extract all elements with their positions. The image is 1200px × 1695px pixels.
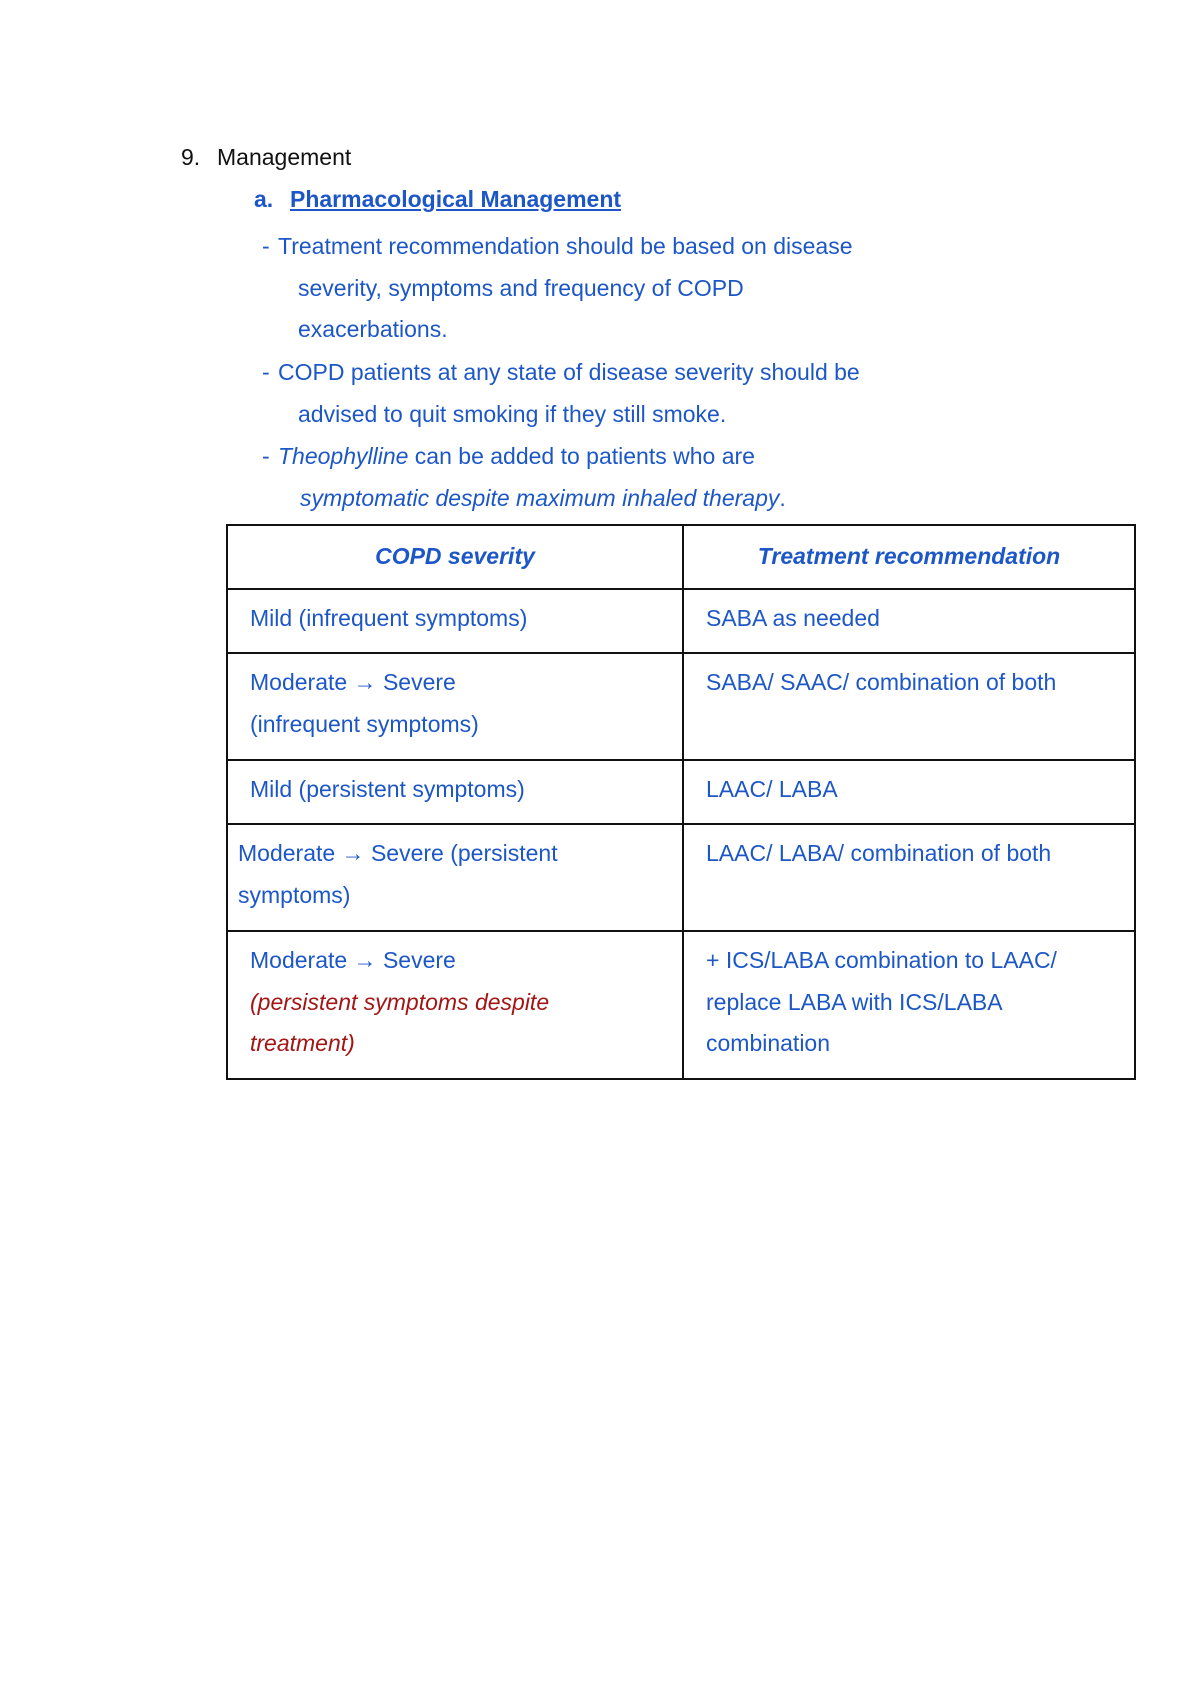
bullet-line: Treatment recommendation should be based on disease [278, 233, 853, 259]
bullet-dash: - [262, 233, 270, 259]
cell-text: replace LABA with ICS/LABA [706, 988, 1003, 1015]
bullet-line [278, 436, 962, 478]
subsection-heading [254, 186, 621, 213]
severity-cell [227, 931, 683, 1079]
subsection-letter: a. [254, 186, 274, 212]
treatment-cell [683, 760, 1135, 824]
bullet-italic-text: symptomatic despite maximum inhaled therapy [300, 484, 780, 511]
bullet-item [262, 226, 962, 351]
cell-text: SABA/ SAAC/ combination of both [706, 669, 1057, 695]
bullet-line: COPD patients at any state of disease severity should be [278, 359, 860, 385]
bullet-line: exacerbations. [298, 316, 448, 342]
treatment-cell [683, 931, 1135, 1079]
bullet-period: . [779, 484, 786, 511]
severity-note: treatment) [250, 1030, 355, 1056]
cell-text: (infrequent symptoms) [250, 710, 479, 737]
section-heading [181, 144, 351, 171]
table-row [227, 589, 1135, 653]
treatment-cell [683, 589, 1135, 653]
copd-treatment-table [226, 524, 1136, 1080]
bullet-item [262, 352, 962, 435]
cell-text: + ICS/LABA combination to LAAC/ [706, 947, 1057, 973]
severity-cell [227, 589, 683, 653]
section-number: 9. [181, 144, 201, 170]
bullet-dash: - [262, 443, 270, 469]
drug-name: Theophylline [278, 443, 409, 469]
severity-cell [227, 824, 683, 931]
table-row [227, 653, 1135, 760]
cell-text: combination [706, 1030, 831, 1056]
cell-text: Moderate → Severe [250, 669, 456, 695]
bullet-line: severity, symptoms and frequency of COPD [298, 274, 744, 301]
bullet-line [300, 478, 962, 520]
cell-text: LAAC/ LABA [706, 776, 838, 802]
cell-text: symptoms) [238, 881, 351, 908]
cell-text: Moderate → Severe [250, 947, 456, 973]
subsection-title: Pharmacological Management [290, 186, 622, 212]
bullet-text: can be added to patients who are [408, 443, 755, 469]
cell-text: Moderate → Severe (persistent [238, 840, 558, 866]
table-row [227, 824, 1135, 931]
treatment-cell [683, 653, 1135, 760]
severity-cell [227, 760, 683, 824]
severity-note: (persistent symptoms despite [250, 988, 550, 1015]
table-row [227, 931, 1135, 1079]
bullet-dash: - [262, 359, 270, 385]
column-header-severity: COPD severity [227, 525, 683, 589]
column-header-treatment: Treatment recommendation [683, 525, 1135, 589]
bullet-line: advised to quit smoking if they still smoke. [298, 400, 727, 427]
bullet-item [262, 436, 962, 519]
table-row [227, 760, 1135, 824]
section-title: Management [217, 144, 352, 170]
treatment-cell [683, 824, 1135, 931]
cell-text: Mild (infrequent symptoms) [250, 605, 528, 631]
cell-text: LAAC/ LABA/ combination of both [706, 840, 1052, 866]
cell-text: Mild (persistent symptoms) [250, 776, 525, 802]
severity-cell [227, 653, 683, 760]
cell-text: SABA as needed [706, 605, 880, 631]
table-header-row [227, 525, 1135, 589]
